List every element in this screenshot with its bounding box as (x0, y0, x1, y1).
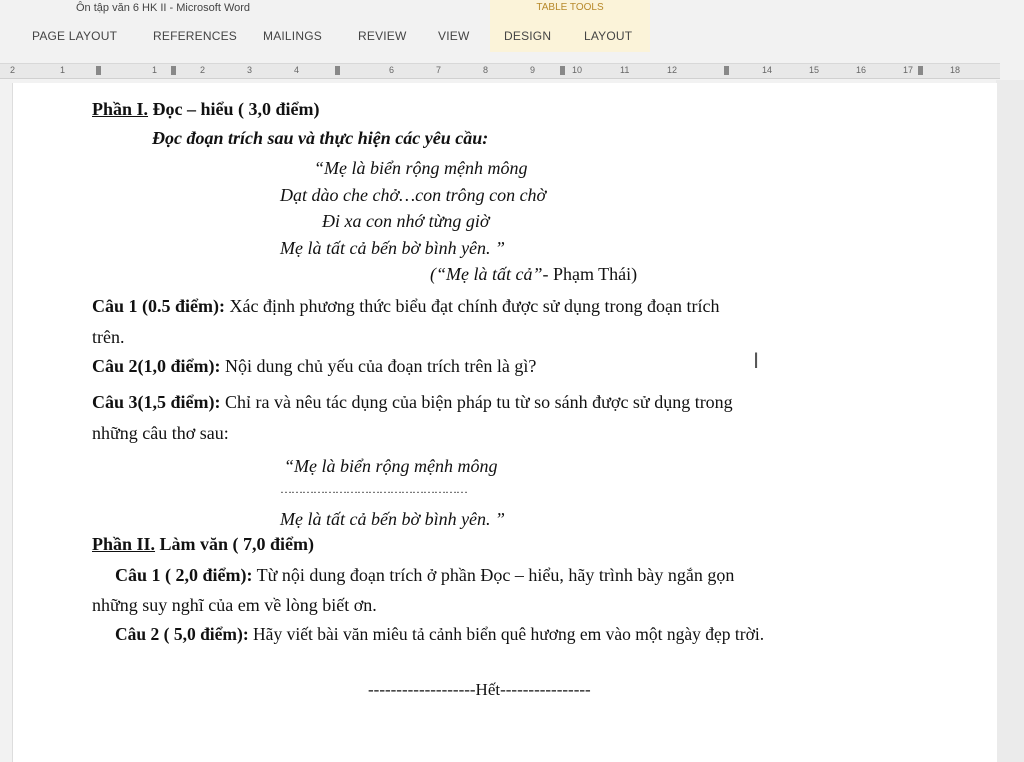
ruler-number: 18 (950, 65, 961, 75)
poem-line: Đi xa con nhớ từng giờ (322, 211, 490, 231)
part2-question-1-cont: những suy nghĩ của em về lòng biết ơn. (92, 595, 377, 615)
ruler-number: 12 (667, 65, 678, 75)
ruler-number: 15 (809, 65, 820, 75)
part1-heading (92, 99, 320, 120)
ruler-number: 1 (152, 65, 158, 75)
tab-page-layout[interactable]: PAGE LAYOUT (32, 29, 118, 43)
ruler-right-margin-marker[interactable] (918, 66, 923, 75)
ruler-number: 16 (856, 65, 867, 75)
attribution-title: (“Mẹ là tất cả” (430, 264, 543, 284)
poem-line: Mẹ là tất cả bến bờ bình yên. ” (280, 238, 506, 258)
tab-design[interactable]: DESIGN (504, 29, 552, 43)
question-text: Hãy viết bài văn miêu tả cảnh biển quê hương em vào một ngày đẹp trời. (248, 624, 765, 644)
horizontal-ruler[interactable] (0, 63, 1000, 79)
tab-review[interactable]: REVIEW (358, 29, 407, 43)
ruler-number: 4 (294, 65, 300, 75)
ruler-number: 14 (762, 65, 773, 75)
question-text: Xác định phương thức biểu đạt chính được sử dụng trong đoạn trích (225, 296, 720, 316)
ruler-number: 8 (483, 65, 489, 75)
ruler-margin-marker[interactable] (96, 66, 101, 75)
part1-title: Đọc – hiểu ( 3,0 điểm) (148, 99, 320, 119)
tab-references[interactable]: REFERENCES (153, 29, 238, 43)
question-3 (92, 392, 733, 413)
ruler-number: 6 (389, 65, 395, 75)
ruler-number: 7 (436, 65, 442, 75)
quote-ellipsis: …………………………………………… (280, 482, 467, 496)
ruler-indent-marker[interactable] (171, 66, 176, 75)
question-text: Nội dung chủ yếu của đoạn trích trên là gì? (220, 356, 537, 376)
quote-line: “Mẹ là biển rộng mệnh mông (284, 456, 498, 476)
ruler-number: 1 (60, 65, 66, 75)
question-text: Từ nội dung đoạn trích ở phần Đọc – hiểu, hãy trình bày ngắn gọn (252, 565, 735, 585)
poem-attribution (430, 264, 637, 285)
question-text: Chỉ ra và nêu tác dụng của biện pháp tu từ so sánh được sử dụng trong (220, 392, 733, 412)
question-1 (92, 296, 719, 317)
poem-line: “Mẹ là biển rộng mệnh mông (314, 158, 528, 178)
part2-label: Phần II. (92, 534, 156, 554)
question-1-cont: trên. (92, 327, 125, 347)
part1-label: Phần I. (92, 99, 149, 119)
tab-mailings[interactable]: MAILINGS (263, 29, 322, 43)
right-gutter (996, 80, 1024, 762)
part2-heading (92, 534, 314, 555)
question-3-cont: những câu thơ sau: (92, 423, 229, 443)
quote-line: Mẹ là tất cả bến bờ bình yên. ” (280, 509, 506, 529)
part2-question-1 (115, 565, 734, 586)
ruler-number: 11 (620, 65, 630, 75)
question-label: Câu 1 (0.5 điểm): (92, 296, 225, 316)
ruler-number: 2 (10, 65, 16, 75)
instruction: Đọc đoạn trích sau và thực hiện các yêu cầu: (152, 128, 489, 148)
question-label: Câu 3(1,5 điểm): (92, 392, 221, 412)
question-label: Câu 2(1,0 điểm): (92, 356, 221, 376)
question-label: Câu 1 ( 2,0 điểm): (115, 565, 253, 585)
part2-question-2 (115, 624, 764, 645)
ruler-tab-marker[interactable] (560, 66, 565, 75)
attribution-author: - Phạm Thái) (542, 264, 638, 284)
ruler-number: 2 (200, 65, 206, 75)
question-label: Câu 2 ( 5,0 điểm): (115, 624, 249, 644)
end-mark: -------------------Hết---------------- (368, 680, 591, 699)
table-tools-label: TABLE TOOLS (536, 2, 604, 13)
ruler-tab-marker[interactable] (335, 66, 340, 75)
part2-title: Làm văn ( 7,0 điểm) (155, 534, 315, 554)
ruler-number: 10 (572, 65, 583, 75)
question-2 (92, 356, 536, 377)
tab-layout[interactable]: LAYOUT (584, 29, 633, 43)
poem-line: Dạt dào che chở…con trông con chờ (280, 185, 547, 205)
ruler-number: 9 (530, 65, 536, 75)
tab-view[interactable]: VIEW (438, 29, 470, 43)
ribbon-tabs (0, 18, 1024, 54)
ruler-number: 3 (247, 65, 253, 75)
text-cursor-icon: I (753, 348, 760, 373)
window-title: Ôn tập văn 6 HK II - Microsoft Word (76, 2, 251, 14)
ruler-tab-marker[interactable] (724, 66, 729, 75)
ruler-number: 17 (903, 65, 914, 75)
